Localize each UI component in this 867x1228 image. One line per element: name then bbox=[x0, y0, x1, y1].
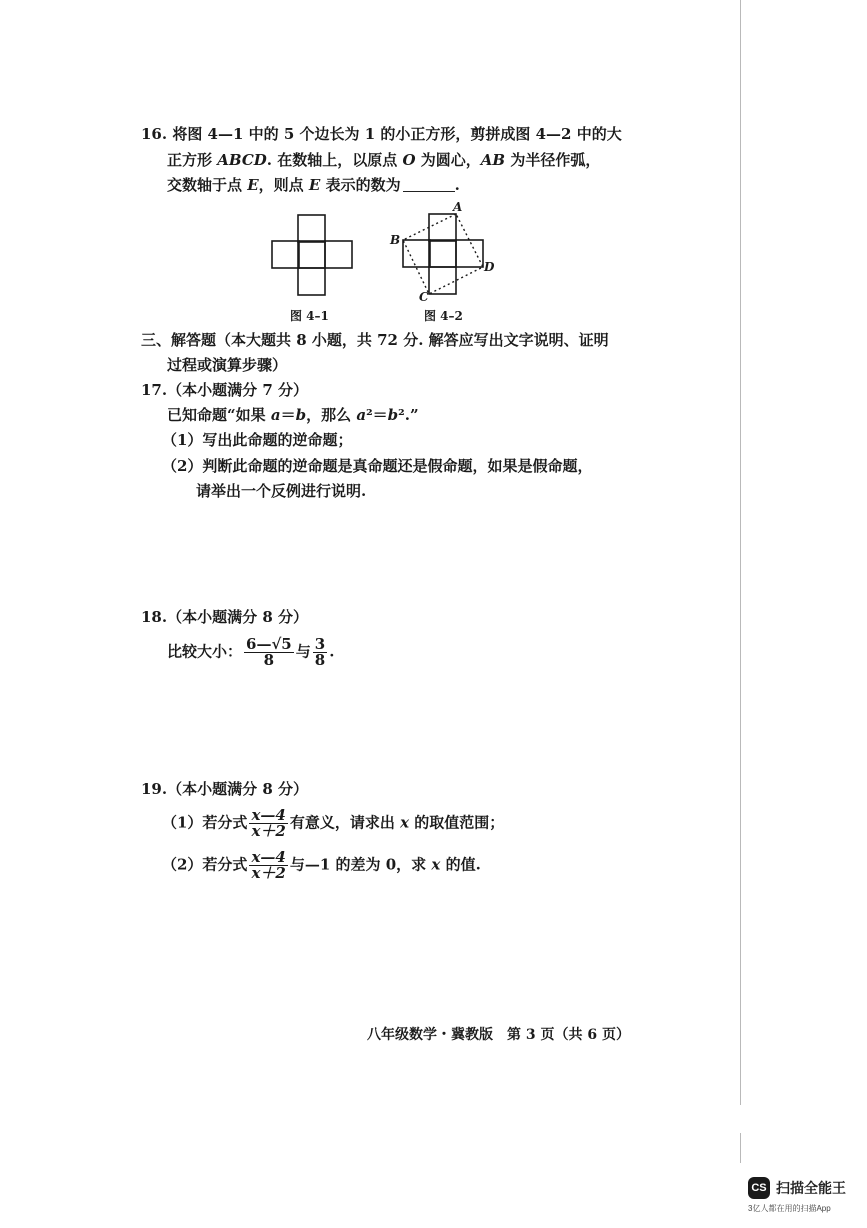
fraction: $\frac{6—√5}{8}$ bbox=[246, 635, 292, 669]
q16-line3: 交数轴于点 E，则点 E 表示的数为 . bbox=[167, 176, 460, 194]
answer-blank[interactable] bbox=[403, 175, 455, 192]
figure-4-1-caption: 图 4–1 bbox=[290, 309, 329, 323]
figure-4-2 bbox=[402, 213, 484, 295]
vertex-label-a: A bbox=[453, 200, 463, 214]
q19-part2: （2）若分式 $\frac{x—4}{x+2}$ 与—1 的差为 0，求 x 的值. bbox=[162, 848, 481, 882]
q17-part2: （2）判断此命题的逆命题是真命题还是假命题，如果是假命题， bbox=[162, 457, 593, 475]
vertex-label-d: D bbox=[484, 260, 495, 274]
figure-4-1 bbox=[271, 214, 353, 296]
q17-heading: 17.（本小题满分 7 分） bbox=[141, 381, 308, 399]
q17-part1: （1）写出此命题的逆命题； bbox=[162, 431, 353, 449]
section3-line1: 三、解答题（本大题共 8 小题，共 72 分. 解答应写出文字说明、证明 bbox=[141, 331, 609, 349]
q17-statement: 已知命题“如果 a＝b，那么 a²＝b².” bbox=[167, 406, 419, 424]
q16-line1: 16. 将图 4—1 中的 5 个边长为 1 的小正方形，剪拼成图 4—2 中的大 bbox=[141, 125, 622, 143]
fraction: $\frac{3}{8}$ bbox=[314, 635, 326, 669]
margin-line bbox=[740, 0, 741, 1105]
q19-heading: 19.（本小题满分 8 分） bbox=[141, 780, 308, 798]
watermark-tagline: 3亿人都在用的扫描App bbox=[748, 1204, 831, 1213]
section3-line2: 过程或演算步骤） bbox=[167, 356, 288, 374]
figure-4-2-caption: 图 4–2 bbox=[424, 309, 463, 323]
q18-statement: 比较大小： $\frac{6—√5}{8}$ 与 $\frac{3}{8}$ . bbox=[167, 635, 335, 669]
fraction: $\frac{x—4}{x+2}$ bbox=[251, 848, 286, 882]
vertex-label-c: C bbox=[419, 290, 429, 304]
vertex-label-b: B bbox=[390, 233, 401, 247]
q18-heading: 18.（本小题满分 8 分） bbox=[141, 608, 308, 626]
watermark-name: 扫描全能王 bbox=[776, 1180, 846, 1196]
fraction: $\frac{x—4}{x+2}$ bbox=[251, 806, 286, 840]
q17-part2-cont: 请举出一个反例进行说明. bbox=[196, 482, 367, 500]
camscanner-logo-icon: CS bbox=[748, 1177, 770, 1199]
scanner-watermark bbox=[748, 1177, 846, 1199]
q16-line2: 正方形 ABCD. 在数轴上，以原点 O 为圆心，AB 为半径作弧， bbox=[167, 151, 601, 169]
q19-part1: （1）若分式 $\frac{x—4}{x+2}$ 有意义，请求出 x 的取值范围； bbox=[162, 806, 505, 840]
margin-line-lower bbox=[740, 1133, 741, 1163]
page-footer: 八年级数学・冀教版 第 3 页（共 6 页） bbox=[367, 1027, 630, 1043]
